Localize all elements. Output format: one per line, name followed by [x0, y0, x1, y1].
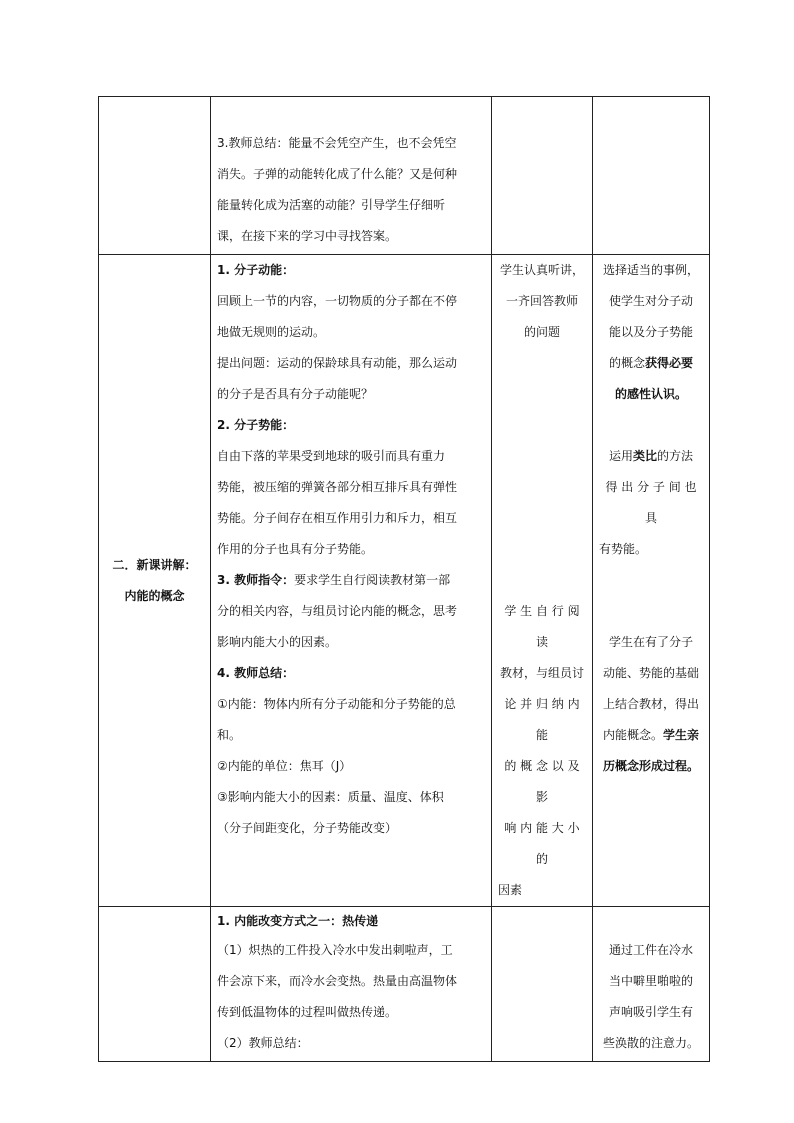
content-line: 分的相关内容，与组员讨论内能的概念，思考	[217, 604, 458, 618]
intent-emphasis: 获得必要	[645, 356, 694, 370]
content-line: 消失。子弹的动能转化成了什么能？又是何种	[217, 167, 458, 181]
content-line: （1）炽热的工件投入冷水中发出刺啦声，工	[217, 943, 453, 957]
intent-text: 的概念	[608, 356, 645, 370]
student-activity-cell	[492, 907, 593, 1062]
content-line: 地做无规则的运动。	[217, 325, 326, 339]
lesson-plan-table	[98, 96, 710, 1062]
intent-line: 声响吸引学生有	[608, 1005, 693, 1019]
activity-line: 的 概 念 以 及 影	[504, 759, 580, 804]
intent-line: 有势能。	[599, 542, 648, 556]
student-activity-cell	[492, 97, 593, 255]
intent-emphasis: 类比	[632, 449, 657, 463]
content-line	[217, 565, 485, 596]
intent-text: 运用	[608, 449, 633, 463]
content-line: （分子间距变化，分子势能改变）	[217, 821, 398, 835]
activity-line: 学 生 自 行 阅 读	[504, 604, 580, 649]
content-text: 要求学生自行阅读教材第一部	[294, 573, 451, 587]
content-line: 3.教师总结：能量不会凭空产生，也不会凭空	[217, 136, 457, 150]
section-heading: 2. 分子势能：	[217, 418, 295, 432]
student-activity-cell	[492, 255, 593, 907]
design-intent-cell	[593, 255, 710, 907]
content-line: 的分子是否具有分子动能呢？	[217, 387, 374, 401]
intent-line: 使学生对分子动	[608, 294, 693, 308]
intent-line: 得 出 分 子 间 也 具	[605, 480, 697, 525]
content-line: ②内能的单位：焦耳（J）	[217, 759, 352, 773]
content-line: 提出问题：运动的保龄球具有动能，那么运动	[217, 356, 458, 370]
activity-line: 一齐回答教师	[505, 294, 578, 308]
activity-line: 论 并 归 纳 内 能	[504, 697, 580, 742]
content-line: （2）教师总结：	[217, 1036, 309, 1050]
intent-line: 选择适当的事例，	[602, 263, 699, 277]
content-cell	[211, 907, 492, 1062]
intent-line: 上结合教材，得出	[602, 697, 699, 711]
intent-line: 的感性认识。	[614, 387, 687, 401]
table-row	[99, 97, 710, 255]
intent-text: 的方法	[657, 449, 694, 463]
stage-cell	[99, 97, 211, 255]
section-heading: 1. 分子动能：	[217, 263, 295, 277]
intent-emphasis: 学生亲	[663, 728, 700, 742]
content-line: 课，在接下来的学习中寻找答案。	[217, 229, 398, 243]
activity-line: 的问题	[523, 325, 560, 339]
intent-line: 学生在有了分子	[608, 635, 693, 649]
intent-line	[599, 720, 703, 751]
stage-cell	[99, 255, 211, 907]
section-heading: 4. 教师总结：	[217, 666, 295, 680]
table-row	[99, 255, 710, 907]
section-heading: 1. 内能改变方式之一：热传递	[217, 914, 379, 928]
content-line: 势能。分子间存在相互作用引力和斥力，相互	[217, 511, 458, 525]
activity-line: 响 内 能 大 小 的	[504, 821, 580, 866]
activity-line: 学生认真听讲，	[499, 263, 584, 277]
design-intent-cell	[593, 97, 710, 255]
content-line: 影响内能大小的因素。	[217, 635, 338, 649]
content-line: 件会凉下来，而冷水会变热。热量由高温物体	[217, 974, 458, 988]
intent-text: 内能概念。	[602, 728, 663, 742]
activity-line: 教材，与组员讨	[499, 666, 584, 680]
intent-line: 能以及分子势能	[608, 325, 693, 339]
activity-line: 因素	[498, 883, 523, 897]
intent-line: 当中噼里啪啦的	[608, 974, 693, 988]
intent-line: 动能、势能的基础	[602, 666, 699, 680]
design-intent-cell	[593, 907, 710, 1062]
content-line: 自由下落的苹果受到地球的吸引而具有重力	[217, 449, 446, 463]
content-line: 作用的分子也具有分子势能。	[217, 542, 374, 556]
intent-line: 历概念形成过程。	[602, 759, 699, 773]
content-cell	[211, 97, 492, 255]
stage-title: 二．新课讲解：	[112, 557, 197, 572]
content-line: 和。	[217, 728, 242, 742]
content-line: ①内能：物体内所有分子动能和分子势能的总	[217, 697, 456, 711]
content-line: 回顾上一节的内容，一切物质的分子都在不停	[217, 294, 458, 308]
content-line: ③影响内能大小的因素：质量、温度、体积	[217, 790, 444, 804]
content-line: 能量转化成为活塞的动能？引导学生仔细听	[217, 198, 446, 212]
content-line: 传到低温物体的过程叫做热传递。	[217, 1005, 398, 1019]
stage-subtitle: 内能的概念	[124, 588, 185, 603]
section-heading: 3. 教师指令：	[217, 573, 295, 587]
intent-line: 通过工件在冷水	[608, 943, 693, 957]
content-line: 势能，被压缩的弹簧各部分相互排斥具有弹性	[217, 480, 458, 494]
table-row	[99, 907, 710, 1062]
content-cell	[211, 255, 492, 907]
intent-line	[599, 348, 703, 379]
stage-cell	[99, 907, 211, 1062]
intent-line	[599, 441, 703, 472]
intent-line: 些涣散的注意力。	[602, 1036, 699, 1050]
